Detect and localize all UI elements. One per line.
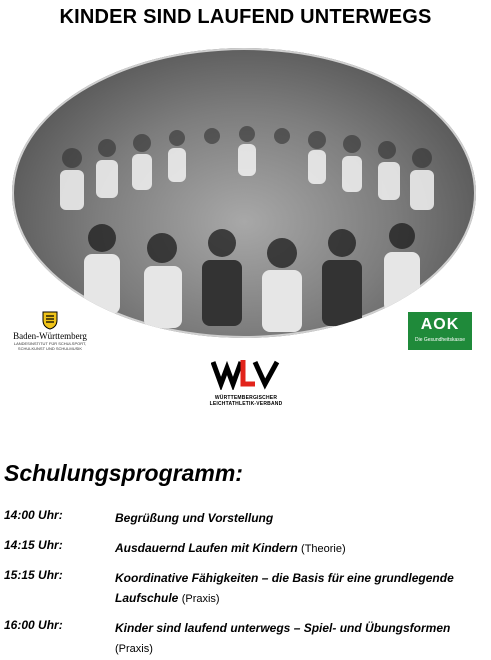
runners-photo: [12, 48, 476, 338]
program-time: 14:15 Uhr:: [4, 538, 63, 552]
program-desc: Koordinative Fähigkeiten – die Basis für eine grundlegende Laufschule (Praxis): [115, 571, 454, 605]
coat-of-arms-icon: [41, 310, 59, 330]
program-time: 16:00 Uhr:: [4, 618, 63, 632]
aok-subtitle: Die Gesundheitskasse: [414, 337, 466, 343]
program-title: Schulungsprogramm:: [4, 460, 243, 486]
program-desc: Ausdauernd Laufen mit Kindern (Theorie): [115, 541, 346, 555]
aok-logo: [408, 312, 472, 350]
runners-illustration: [12, 48, 476, 338]
wlv-subtitle-1: WÜRTTEMBERGISCHER: [214, 395, 278, 401]
wlv-mark-icon: [211, 356, 281, 390]
bw-subtitle: LANDESINSTITUT FÜR SCHULSPORT, SCHULKUNST UND SCHULMUSIK: [13, 341, 87, 351]
page-title: KINDER SIND LAUFEND UNTERWEGS: [59, 6, 432, 28]
program-desc: Kinder sind laufend unterwegs – Spiel- und Übungsformen (Praxis): [115, 621, 451, 655]
program-note: (Praxis): [181, 593, 220, 605]
program-note: (Theorie): [301, 543, 346, 555]
program-time: 14:00 Uhr:: [4, 508, 63, 522]
bw-name: Baden-Württemberg: [13, 331, 87, 341]
wlv-logo: [196, 356, 296, 407]
wlv-subtitle-2: LEICHTATHLETIK-VERBAND: [209, 401, 283, 407]
program-note: (Praxis): [115, 643, 153, 655]
program-desc: Begrüßung und Vorstellung: [115, 511, 274, 525]
program-time: 15:15 Uhr:: [4, 568, 63, 582]
baden-wuerttemberg-logo: [4, 310, 96, 351]
aok-name: AOK: [420, 316, 460, 333]
